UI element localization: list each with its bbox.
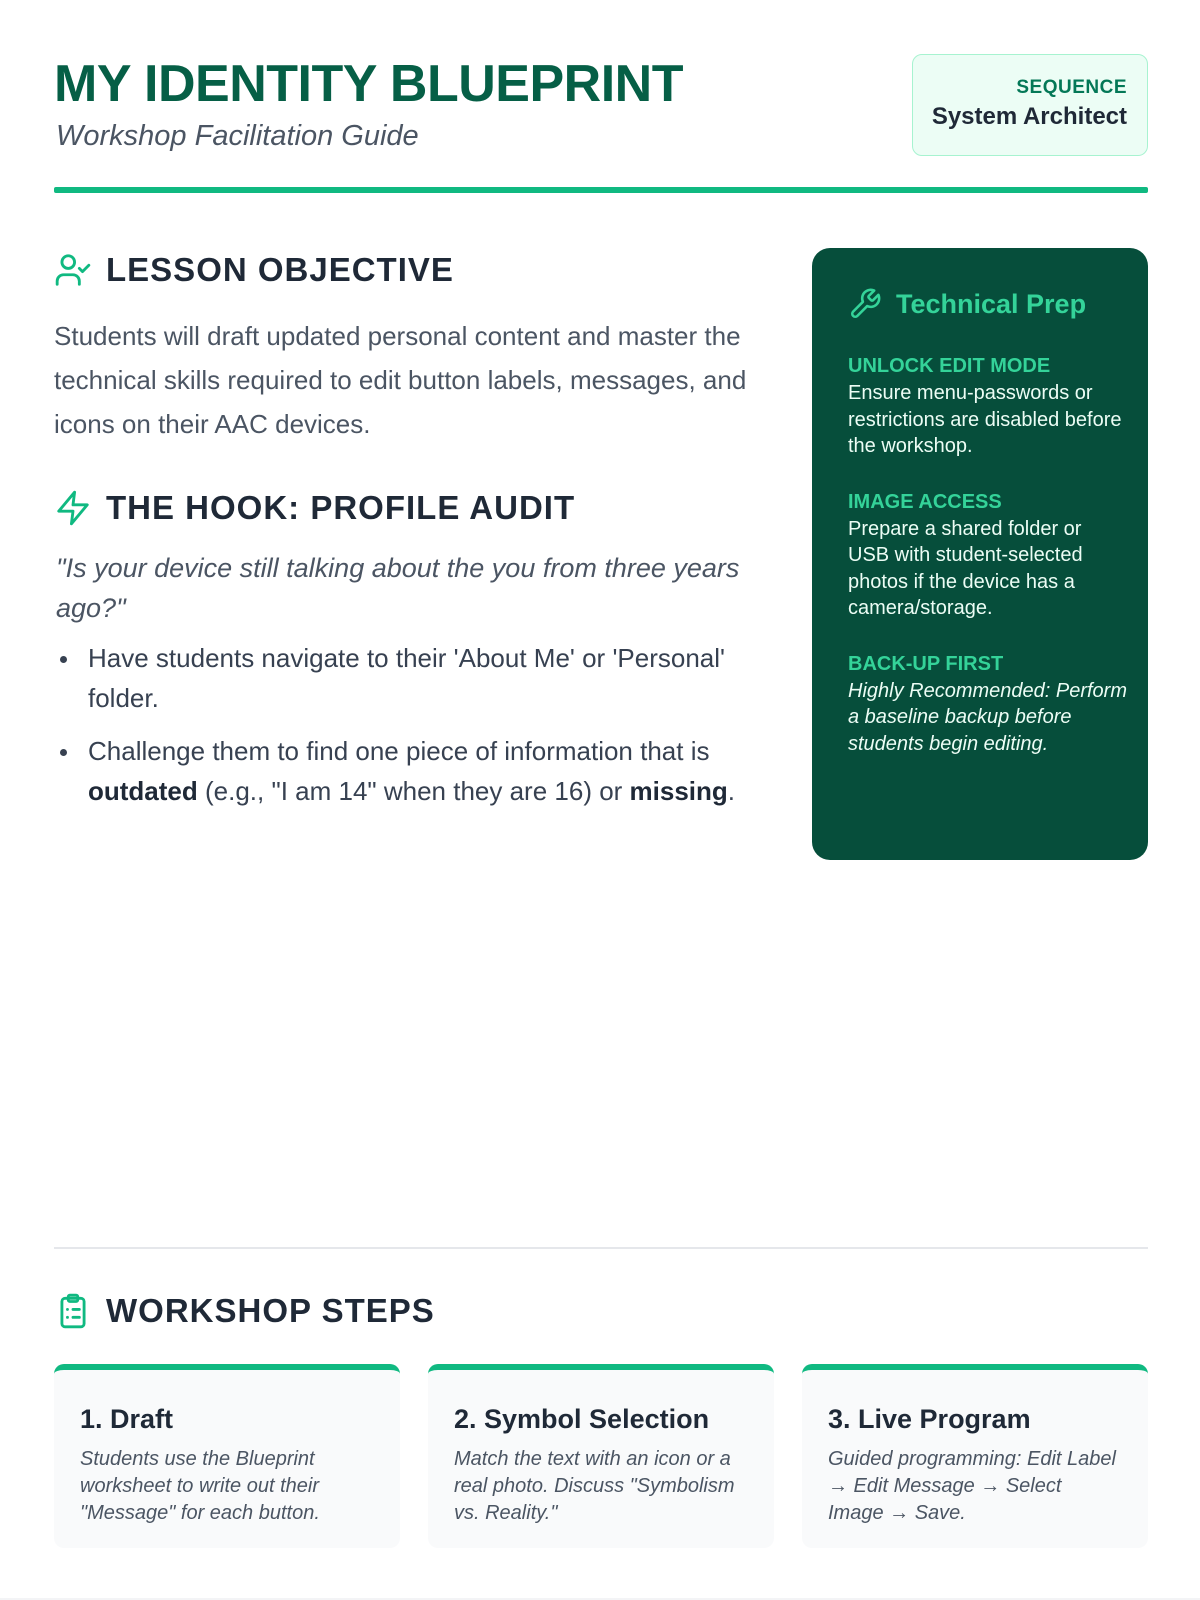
technical-prep-title: Technical Prep bbox=[896, 288, 1087, 319]
bullet-text: . bbox=[727, 776, 736, 806]
step-card bbox=[802, 1364, 1148, 1548]
step-text: Students use the Blueprint worksheet to write out their "Message" for each button. bbox=[80, 1448, 320, 1524]
prep-item-text: Highly Recommended: Perform a baseline backup before students begin editing. bbox=[848, 679, 1127, 755]
main-content bbox=[54, 248, 772, 824]
header-divider bbox=[54, 187, 1148, 193]
step-text: Guided programming: Edit Label → Edit Message → Select Image → Save. bbox=[828, 1448, 1116, 1524]
bullet-emphasis-missing: missing bbox=[629, 776, 728, 806]
bullet-text: (e.g., "I am 14" when they are 16) or bbox=[197, 776, 630, 806]
prep-item bbox=[848, 352, 1128, 460]
prep-item bbox=[848, 488, 1128, 622]
page-subtitle: Workshop Facilitation Guide bbox=[56, 120, 419, 152]
hook-title: THE HOOK: PROFILE AUDIT bbox=[106, 489, 576, 526]
wrench-icon bbox=[848, 287, 882, 321]
hook-heading bbox=[54, 486, 772, 530]
objective-text: Students will draft updated personal content and master the technical skills required to edit button labels, messages, and icons on their AAC devices. bbox=[54, 321, 747, 439]
technical-prep-heading bbox=[848, 284, 1128, 324]
list-item: Have students navigate to their 'About Me' or 'Personal' folder. bbox=[54, 638, 772, 718]
page-title: MY IDENTITY BLUEPRINT bbox=[54, 55, 683, 113]
hook-bullet-list bbox=[54, 638, 772, 811]
prep-item-label: UNLOCK EDIT MODE bbox=[848, 355, 1051, 377]
hook-quote: "Is your device still talking about the you from three years ago?" bbox=[56, 553, 740, 623]
sequence-badge bbox=[912, 54, 1148, 156]
lightning-icon bbox=[54, 489, 92, 527]
objective-heading bbox=[54, 248, 772, 292]
prep-item-label: IMAGE ACCESS bbox=[848, 490, 1002, 513]
prep-item bbox=[848, 650, 1128, 758]
workshop-steps bbox=[54, 1364, 1148, 1548]
page-header bbox=[54, 54, 1148, 196]
user-check-icon bbox=[54, 251, 92, 289]
step-title: 2. Symbol Selection bbox=[454, 1404, 710, 1434]
sequence-label: SEQUENCE bbox=[1016, 77, 1127, 98]
steps-title: WORKSHOP STEPS bbox=[106, 1292, 435, 1329]
step-card bbox=[428, 1364, 774, 1548]
list-item bbox=[54, 731, 772, 811]
bullet-text: Challenge them to find one piece of information that is bbox=[88, 736, 710, 766]
prep-item-text: Prepare a shared folder or USB with student-selected photos if the device has a camera/storage. bbox=[848, 517, 1083, 619]
sequence-value: System Architect bbox=[931, 103, 1127, 130]
clipboard-list-icon bbox=[54, 1292, 92, 1330]
step-title: 3. Live Program bbox=[828, 1404, 1031, 1434]
prep-item-label: BACK-UP FIRST bbox=[848, 652, 1004, 675]
step-title: 1. Draft bbox=[80, 1404, 174, 1434]
steps-heading bbox=[54, 1289, 435, 1333]
prep-item-text: Ensure menu-passwords or restrictions are disabled before the workshop. bbox=[848, 382, 1122, 457]
step-card bbox=[54, 1364, 400, 1548]
bullet-emphasis-outdated: outdated bbox=[88, 776, 198, 806]
step-text: Match the text with an icon or a real photo. Discuss "Symbolism vs. Reality." bbox=[454, 1448, 735, 1524]
technical-prep-panel bbox=[812, 248, 1148, 860]
objective-title: LESSON OBJECTIVE bbox=[106, 251, 454, 288]
section-divider bbox=[54, 1247, 1148, 1249]
